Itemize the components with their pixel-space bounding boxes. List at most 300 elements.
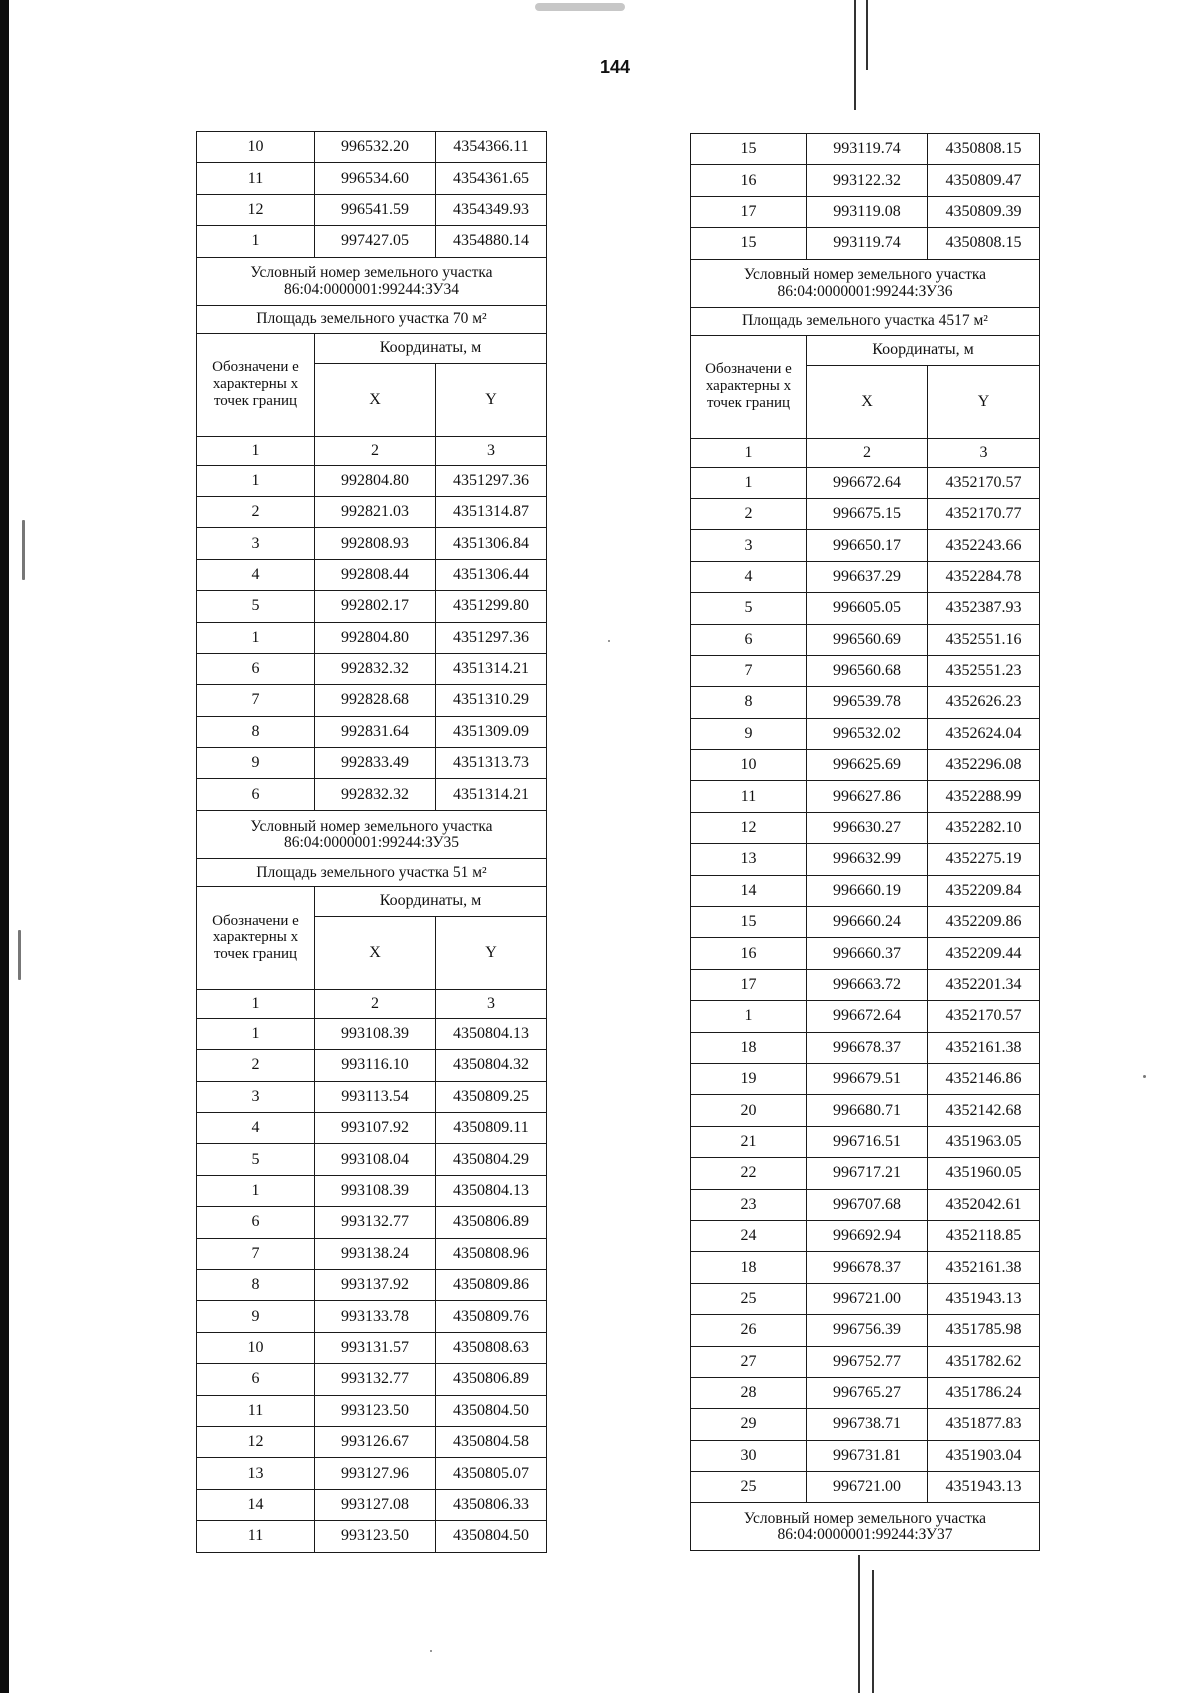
parcel-area: Площадь земельного участка 4517 м²: [691, 307, 1040, 335]
column-number-cell: 3: [928, 438, 1040, 467]
y-coordinate-cell: 4350809.39: [928, 196, 1040, 227]
table-row: [691, 750, 1040, 781]
table-row: [197, 1144, 547, 1175]
y-coordinate-cell: 4350804.58: [436, 1426, 547, 1457]
table-row: [691, 1252, 1040, 1283]
point-number-cell: 25: [691, 1283, 807, 1314]
x-coordinate-cell: 996627.86: [807, 781, 928, 812]
point-number-cell: 24: [691, 1220, 807, 1251]
x-coordinate-cell: 993123.50: [315, 1395, 436, 1426]
y-coordinate-cell: 4351943.13: [928, 1283, 1040, 1314]
x-coordinate-cell: 992832.32: [315, 653, 436, 684]
point-number-cell: 15: [691, 228, 807, 259]
column-number-cell: 1: [691, 438, 807, 467]
point-number-cell: 4: [197, 559, 315, 590]
y-coordinate-cell: 4351306.84: [436, 528, 547, 559]
table-row: [691, 561, 1040, 592]
x-coordinate-cell: 996738.71: [807, 1409, 928, 1440]
table-row: [691, 624, 1040, 655]
table-row: [197, 465, 547, 496]
table-row: [691, 907, 1040, 938]
x-coordinate-cell: 996678.37: [807, 1252, 928, 1283]
point-number-cell: 27: [691, 1346, 807, 1377]
table-row: [691, 812, 1040, 843]
point-number-cell: 4: [197, 1113, 315, 1144]
coordinates-header: Координаты, м: [315, 886, 547, 916]
y-coordinate-cell: 4352624.04: [928, 718, 1040, 749]
point-number-cell: 11: [197, 1395, 315, 1426]
point-number-cell: 16: [691, 938, 807, 969]
y-coordinate-cell: 4350806.33: [436, 1489, 547, 1520]
point-number-cell: 6: [197, 1364, 315, 1395]
table-row: [691, 1095, 1040, 1126]
y-coordinate-cell: 4350808.63: [436, 1332, 547, 1363]
x-coordinate-cell: 996752.77: [807, 1346, 928, 1377]
table-row: [197, 226, 547, 257]
x-axis-header: X: [807, 365, 928, 438]
parcel-number-title: [197, 810, 547, 858]
point-number-cell: 1: [197, 1018, 315, 1049]
table-row: [691, 969, 1040, 1000]
table-row: [691, 134, 1040, 165]
point-number-cell: 12: [197, 1426, 315, 1457]
table-row: [691, 687, 1040, 718]
parcel-cadastral-number: 86:04:0000001:99244:ЗУ35: [283, 833, 460, 851]
table-row: [197, 1081, 547, 1112]
point-number-cell: 15: [691, 134, 807, 165]
y-coordinate-cell: 4351903.04: [928, 1440, 1040, 1471]
x-coordinate-cell: 993107.92: [315, 1113, 436, 1144]
y-coordinate-cell: 4354366.11: [436, 132, 547, 163]
scan-speck: [18, 930, 21, 980]
table-row: [197, 622, 547, 653]
table-row: [197, 591, 547, 622]
y-coordinate-cell: 4352161.38: [928, 1032, 1040, 1063]
scan-speck: [608, 640, 610, 642]
y-coordinate-cell: 4352201.34: [928, 969, 1040, 1000]
x-coordinate-cell: 992804.80: [315, 622, 436, 653]
x-coordinate-cell: 996672.64: [807, 467, 928, 498]
scan-smudge: [535, 3, 625, 11]
table-row: [691, 593, 1040, 624]
table-row: [691, 228, 1040, 259]
point-number-cell: 2: [197, 1050, 315, 1081]
parcel-area: Площадь земельного участка 51 м²: [197, 858, 547, 886]
x-coordinate-cell: 993108.39: [315, 1018, 436, 1049]
scan-speck: [430, 1650, 432, 1652]
parcel-cadastral-number: 86:04:0000001:99244:ЗУ37: [777, 1526, 953, 1544]
parcel-cadastral-number: 86:04:0000001:99244:ЗУ34: [283, 280, 460, 298]
point-number-cell: 1: [197, 226, 315, 257]
y-coordinate-cell: 4351297.36: [436, 465, 547, 496]
y-coordinate-cell: 4350809.11: [436, 1113, 547, 1144]
table-row: [197, 1207, 547, 1238]
point-number-cell: 26: [691, 1315, 807, 1346]
scan-speck: [1143, 1075, 1146, 1078]
y-coordinate-cell: 4354880.14: [436, 226, 547, 257]
table-row: [197, 1175, 547, 1206]
point-designation-header: Обозначени е характерны х точек границ: [197, 333, 315, 436]
parcel-area: Площадь земельного участка 70 м²: [197, 305, 547, 333]
x-coordinate-cell: 993119.74: [807, 228, 928, 259]
column-number-cell: 1: [197, 436, 315, 465]
point-number-cell: 9: [691, 718, 807, 749]
x-coordinate-cell: 992832.32: [315, 779, 436, 810]
column-number-cell: 2: [315, 436, 436, 465]
point-number-cell: 11: [197, 163, 315, 194]
table-row: [691, 530, 1040, 561]
coordinates-header: Координаты, м: [315, 333, 547, 363]
table-row: [691, 875, 1040, 906]
point-number-cell: 7: [691, 655, 807, 686]
point-number-cell: 19: [691, 1063, 807, 1094]
y-coordinate-cell: 4350804.32: [436, 1050, 547, 1081]
point-number-cell: 11: [691, 781, 807, 812]
y-coordinate-cell: 4351960.05: [928, 1158, 1040, 1189]
y-axis-header: Y: [928, 365, 1040, 438]
y-coordinate-cell: 4352170.57: [928, 1001, 1040, 1032]
table-row: [197, 1332, 547, 1363]
point-number-cell: 5: [691, 593, 807, 624]
point-number-cell: 18: [691, 1252, 807, 1283]
y-coordinate-cell: 4351314.21: [436, 779, 547, 810]
table-row: [197, 1269, 547, 1300]
point-number-cell: 3: [197, 1081, 315, 1112]
table-row: [197, 194, 547, 225]
x-coordinate-cell: 992804.80: [315, 465, 436, 496]
y-coordinate-cell: 4350809.86: [436, 1269, 547, 1300]
point-number-cell: 14: [197, 1489, 315, 1520]
parcel-title-label: Условный номер земельного участка: [743, 266, 987, 284]
table-row: [691, 1063, 1040, 1094]
point-number-cell: 3: [197, 528, 315, 559]
x-axis-header: X: [315, 916, 436, 989]
point-number-cell: 1: [197, 1175, 315, 1206]
x-coordinate-cell: 992808.93: [315, 528, 436, 559]
x-axis-header: X: [315, 363, 436, 436]
x-coordinate-cell: 993133.78: [315, 1301, 436, 1332]
table-row: [197, 1521, 547, 1552]
column-number-cell: 2: [315, 989, 436, 1018]
y-coordinate-cell: 4352284.78: [928, 561, 1040, 592]
x-coordinate-cell: 993122.32: [807, 165, 928, 196]
point-number-cell: 25: [691, 1472, 807, 1503]
table-row: [691, 1189, 1040, 1220]
x-coordinate-cell: 992802.17: [315, 591, 436, 622]
x-coordinate-cell: 996731.81: [807, 1440, 928, 1471]
x-coordinate-cell: 996765.27: [807, 1377, 928, 1408]
table-row: [691, 844, 1040, 875]
x-coordinate-cell: 996721.00: [807, 1472, 928, 1503]
x-coordinate-cell: 996534.60: [315, 163, 436, 194]
x-coordinate-cell: 992831.64: [315, 716, 436, 747]
x-coordinate-cell: 996605.05: [807, 593, 928, 624]
x-coordinate-cell: 996637.29: [807, 561, 928, 592]
x-coordinate-cell: 996632.99: [807, 844, 928, 875]
point-number-cell: 7: [197, 1238, 315, 1269]
x-coordinate-cell: 993119.74: [807, 134, 928, 165]
table-row: [691, 1440, 1040, 1471]
y-coordinate-cell: 4354361.65: [436, 163, 547, 194]
point-number-cell: 16: [691, 165, 807, 196]
y-coordinate-cell: 4350809.25: [436, 1081, 547, 1112]
y-coordinate-cell: 4352170.77: [928, 498, 1040, 529]
table-row: [691, 1472, 1040, 1503]
x-coordinate-cell: 992833.49: [315, 748, 436, 779]
point-number-cell: 10: [197, 132, 315, 163]
point-number-cell: 1: [691, 467, 807, 498]
table-row: [691, 1409, 1040, 1440]
point-number-cell: 9: [197, 748, 315, 779]
y-coordinate-cell: 4352209.84: [928, 875, 1040, 906]
table-row: [691, 1377, 1040, 1408]
y-coordinate-cell: 4351314.21: [436, 653, 547, 684]
x-coordinate-cell: 993126.67: [315, 1426, 436, 1457]
table-row: [197, 1018, 547, 1049]
x-coordinate-cell: 996756.39: [807, 1315, 928, 1346]
y-coordinate-cell: 4350804.13: [436, 1175, 547, 1206]
y-coordinate-cell: 4351782.62: [928, 1346, 1040, 1377]
column-number-cell: 2: [807, 438, 928, 467]
y-coordinate-cell: 4351297.36: [436, 622, 547, 653]
point-number-cell: 10: [197, 1332, 315, 1363]
x-coordinate-cell: 993138.24: [315, 1238, 436, 1269]
y-coordinate-cell: 4350804.29: [436, 1144, 547, 1175]
y-coordinate-cell: 4351963.05: [928, 1126, 1040, 1157]
y-coordinate-cell: 4352551.16: [928, 624, 1040, 655]
point-number-cell: 30: [691, 1440, 807, 1471]
point-number-cell: 10: [691, 750, 807, 781]
parcel-title-label: Условный номер земельного участка: [250, 264, 493, 282]
y-coordinate-cell: 4354349.93: [436, 194, 547, 225]
y-coordinate-cell: 4352170.57: [928, 467, 1040, 498]
table-row: [691, 718, 1040, 749]
table-row: [197, 685, 547, 716]
x-coordinate-cell: 997427.05: [315, 226, 436, 257]
table-row: [197, 779, 547, 810]
table-row: [691, 498, 1040, 529]
table-row: [691, 781, 1040, 812]
y-coordinate-cell: 4350808.15: [928, 228, 1040, 259]
table-row: [691, 1001, 1040, 1032]
table-row: [197, 559, 547, 590]
x-coordinate-cell: 996680.71: [807, 1095, 928, 1126]
x-coordinate-cell: 996663.72: [807, 969, 928, 1000]
point-number-cell: 2: [691, 498, 807, 529]
y-coordinate-cell: 4352626.23: [928, 687, 1040, 718]
coordinates-table-right: [690, 133, 1040, 1551]
table-row: [197, 1489, 547, 1520]
x-coordinate-cell: 993127.96: [315, 1458, 436, 1489]
point-number-cell: 6: [197, 653, 315, 684]
table-row: [197, 1395, 547, 1426]
y-coordinate-cell: 4350804.50: [436, 1395, 547, 1426]
x-coordinate-cell: 996532.20: [315, 132, 436, 163]
x-coordinate-cell: 996560.69: [807, 624, 928, 655]
table-row: [691, 1126, 1040, 1157]
x-coordinate-cell: 996707.68: [807, 1189, 928, 1220]
point-number-cell: 2: [197, 496, 315, 527]
table-row: [197, 1426, 547, 1457]
x-coordinate-cell: 993137.92: [315, 1269, 436, 1300]
x-coordinate-cell: 996675.15: [807, 498, 928, 529]
x-coordinate-cell: 996539.78: [807, 687, 928, 718]
y-coordinate-cell: 4352142.68: [928, 1095, 1040, 1126]
point-number-cell: 8: [197, 1269, 315, 1300]
parcel-number-title: [691, 259, 1040, 307]
y-coordinate-cell: 4351313.73: [436, 748, 547, 779]
scan-line: [858, 1555, 860, 1693]
scan-line: [872, 1570, 874, 1693]
y-coordinate-cell: 4351786.24: [928, 1377, 1040, 1408]
point-number-cell: 8: [691, 687, 807, 718]
y-coordinate-cell: 4350805.07: [436, 1458, 547, 1489]
table-row: [691, 1032, 1040, 1063]
y-coordinate-cell: 4350808.96: [436, 1238, 547, 1269]
point-number-cell: 22: [691, 1158, 807, 1189]
parcel-number-title: [197, 257, 547, 305]
y-coordinate-cell: 4351306.44: [436, 559, 547, 590]
page-number: 144: [599, 57, 631, 77]
coordinates-table-left: [196, 131, 547, 1553]
table-row: [197, 496, 547, 527]
x-coordinate-cell: 996692.94: [807, 1220, 928, 1251]
table-row: [197, 653, 547, 684]
y-coordinate-cell: 4352551.23: [928, 655, 1040, 686]
y-coordinate-cell: 4350806.89: [436, 1207, 547, 1238]
point-number-cell: 17: [691, 969, 807, 1000]
point-number-cell: 1: [197, 465, 315, 496]
y-coordinate-cell: 4350809.76: [436, 1301, 547, 1332]
y-coordinate-cell: 4352296.08: [928, 750, 1040, 781]
y-coordinate-cell: 4352282.10: [928, 812, 1040, 843]
point-number-cell: 29: [691, 1409, 807, 1440]
table-row: [691, 467, 1040, 498]
scan-edge: [0, 0, 9, 1693]
scan-line: [854, 0, 856, 110]
table-row: [197, 163, 547, 194]
point-number-cell: 8: [197, 716, 315, 747]
x-coordinate-cell: 993132.77: [315, 1364, 436, 1395]
scan-line: [866, 0, 868, 70]
point-number-cell: 6: [691, 624, 807, 655]
point-number-cell: 23: [691, 1189, 807, 1220]
x-coordinate-cell: 993108.39: [315, 1175, 436, 1206]
point-number-cell: 6: [197, 779, 315, 810]
table-row: [197, 528, 547, 559]
table-row: [691, 938, 1040, 969]
x-coordinate-cell: 996672.64: [807, 1001, 928, 1032]
x-coordinate-cell: 993119.08: [807, 196, 928, 227]
point-number-cell: 13: [691, 844, 807, 875]
y-coordinate-cell: 4352243.66: [928, 530, 1040, 561]
table-row: [197, 1458, 547, 1489]
point-number-cell: 12: [691, 812, 807, 843]
table-row: [197, 1238, 547, 1269]
column-number-cell: 3: [436, 989, 547, 1018]
y-coordinate-cell: 4352209.44: [928, 938, 1040, 969]
table-row: [197, 1113, 547, 1144]
y-coordinate-cell: 4351299.80: [436, 591, 547, 622]
column-number-cell: 1: [197, 989, 315, 1018]
y-coordinate-cell: 4351314.87: [436, 496, 547, 527]
x-coordinate-cell: 992821.03: [315, 496, 436, 527]
point-designation-header: Обозначени е характерны х точек границ: [197, 886, 315, 989]
x-coordinate-cell: 993123.50: [315, 1521, 436, 1552]
y-coordinate-cell: 4352161.38: [928, 1252, 1040, 1283]
table-row: [197, 1364, 547, 1395]
y-coordinate-cell: 4351877.83: [928, 1409, 1040, 1440]
point-number-cell: 5: [197, 1144, 315, 1175]
x-coordinate-cell: 993132.77: [315, 1207, 436, 1238]
table-row: [691, 196, 1040, 227]
x-coordinate-cell: 993108.04: [315, 1144, 436, 1175]
point-number-cell: 1: [691, 1001, 807, 1032]
point-number-cell: 1: [197, 622, 315, 653]
point-number-cell: 5: [197, 591, 315, 622]
x-coordinate-cell: 996630.27: [807, 812, 928, 843]
point-number-cell: 18: [691, 1032, 807, 1063]
point-number-cell: 6: [197, 1207, 315, 1238]
parcel-title-label: Условный номер земельного участка: [743, 1510, 987, 1528]
table-row: [197, 716, 547, 747]
point-number-cell: 13: [197, 1458, 315, 1489]
point-number-cell: 3: [691, 530, 807, 561]
table-row: [197, 1050, 547, 1081]
table-row: [197, 1301, 547, 1332]
y-coordinate-cell: 4352146.86: [928, 1063, 1040, 1094]
point-number-cell: 12: [197, 194, 315, 225]
x-coordinate-cell: 996650.17: [807, 530, 928, 561]
table-row: [197, 132, 547, 163]
x-coordinate-cell: 996716.51: [807, 1126, 928, 1157]
x-coordinate-cell: 996717.21: [807, 1158, 928, 1189]
table-row: [691, 1283, 1040, 1314]
point-number-cell: 28: [691, 1377, 807, 1408]
y-axis-header: Y: [436, 916, 547, 989]
parcel-cadastral-number: 86:04:0000001:99244:ЗУ36: [777, 282, 953, 300]
point-number-cell: 17: [691, 196, 807, 227]
table-row: [691, 1315, 1040, 1346]
point-number-cell: 7: [197, 685, 315, 716]
point-number-cell: 14: [691, 875, 807, 906]
column-number-cell: 3: [436, 436, 547, 465]
table-row: [197, 748, 547, 779]
y-coordinate-cell: 4351310.29: [436, 685, 547, 716]
x-coordinate-cell: 996721.00: [807, 1283, 928, 1314]
table-row: [691, 1220, 1040, 1251]
y-coordinate-cell: 4350806.89: [436, 1364, 547, 1395]
y-coordinate-cell: 4352042.61: [928, 1189, 1040, 1220]
y-coordinate-cell: 4352288.99: [928, 781, 1040, 812]
y-coordinate-cell: 4350804.13: [436, 1018, 547, 1049]
y-axis-header: Y: [436, 363, 547, 436]
y-coordinate-cell: 4350809.47: [928, 165, 1040, 196]
x-coordinate-cell: 996660.24: [807, 907, 928, 938]
y-coordinate-cell: 4350808.15: [928, 134, 1040, 165]
parcel-number-title: [691, 1503, 1040, 1551]
point-number-cell: 21: [691, 1126, 807, 1157]
x-coordinate-cell: 992808.44: [315, 559, 436, 590]
x-coordinate-cell: 993113.54: [315, 1081, 436, 1112]
scan-speck: [22, 520, 25, 580]
x-coordinate-cell: 996660.37: [807, 938, 928, 969]
parcel-title-label: Условный номер земельного участка: [250, 817, 493, 835]
coordinates-header: Координаты, м: [807, 335, 1040, 365]
x-coordinate-cell: 996560.68: [807, 655, 928, 686]
point-number-cell: 11: [197, 1521, 315, 1552]
y-coordinate-cell: 4351309.09: [436, 716, 547, 747]
